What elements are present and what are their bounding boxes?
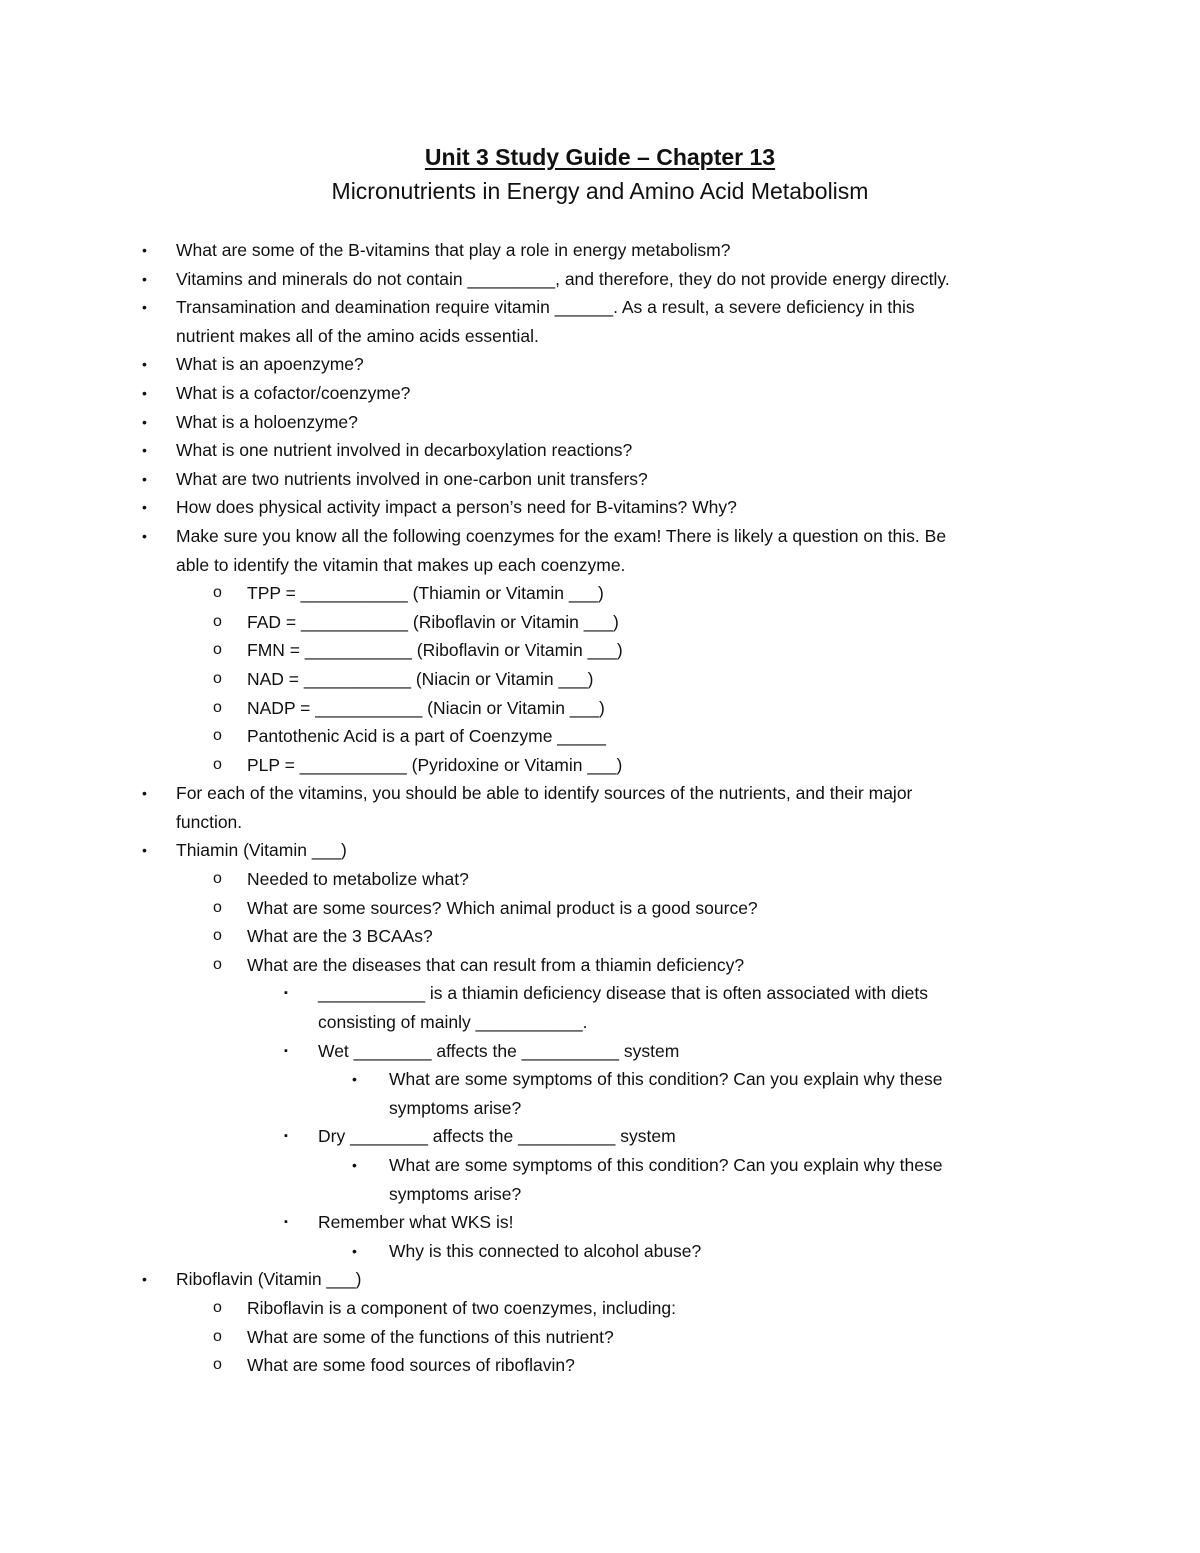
bullet-marker: • xyxy=(142,527,147,544)
bullet-marker: • xyxy=(142,442,147,459)
item-text-line: What are some of the B-vitamins that play a role in energy metabolism? xyxy=(176,240,731,260)
sub-item xyxy=(0,894,1200,923)
square-marker: ▪ xyxy=(284,987,288,1000)
sub-sub-item xyxy=(0,1037,1200,1066)
bullet-marker: • xyxy=(142,270,147,287)
bullet-marker: • xyxy=(142,242,147,258)
bullet-marker: • xyxy=(142,785,147,802)
item-text-line: able to identify the vitamin that makes up each coenzyme. xyxy=(176,554,626,575)
bullet-item xyxy=(0,293,1200,350)
item-text-line: What are some of the functions of this nutrient? xyxy=(247,1326,614,1347)
item-text-line: What are some symptoms of this condition? Can you explain why these xyxy=(389,1069,943,1090)
circle-marker: o xyxy=(213,1327,222,1345)
sub-sub-item xyxy=(0,1208,1200,1237)
circle-marker: o xyxy=(213,584,222,602)
item-text-line: What is one nutrient involved in decarboxylation reactions? xyxy=(176,440,633,461)
bullet-item xyxy=(0,236,1200,265)
item-text-line: Transamination and deamination require vitamin ______. As a result, a severe deficiency in this xyxy=(176,297,915,318)
bullet-marker: • xyxy=(142,470,147,487)
sub-item xyxy=(0,751,1200,780)
bullet-marker: • xyxy=(142,299,147,316)
square-marker: ▪ xyxy=(284,1216,288,1229)
circle-marker: o xyxy=(213,727,222,745)
item-text-line: What are the diseases that can result from a thiamin deficiency? xyxy=(247,954,745,975)
bullet-marker: • xyxy=(352,1157,357,1173)
circle-marker: o xyxy=(213,1356,222,1374)
item-text-line: Why is this connected to alcohol abuse? xyxy=(389,1240,702,1261)
item-text-line: PLP = ___________ (Pyridoxine or Vitamin ___) xyxy=(247,754,623,775)
sub-sub-item xyxy=(0,1122,1200,1151)
circle-marker: o xyxy=(213,612,222,630)
item-text-line: What are some sources? Which animal product is a good source? xyxy=(247,897,758,918)
bullet-marker: • xyxy=(142,842,147,859)
sub-item xyxy=(0,694,1200,723)
item-text-line: TPP = ___________ (Thiamin or Vitamin ___) xyxy=(247,583,604,604)
sub-sub-item xyxy=(0,979,1200,1036)
item-text-line: What are some food sources of riboflavin? xyxy=(247,1355,575,1376)
bullet-item xyxy=(0,265,1200,294)
circle-marker: o xyxy=(213,870,222,888)
item-text-line: NADP = ___________ (Niacin or Vitamin ___) xyxy=(247,697,605,718)
item-text-line: Vitamins and minerals do not contain _________, and therefore, they do not provide energy directly. xyxy=(176,268,950,289)
document-title: Unit 3 Study Guide – Chapter 13 xyxy=(424,144,776,170)
bullet-marker: • xyxy=(352,1242,357,1259)
circle-marker: o xyxy=(213,641,222,659)
item-text-line: Pantothenic Acid is a part of Coenzyme _____ xyxy=(247,726,606,747)
circle-marker: o xyxy=(213,698,222,716)
circle-marker: o xyxy=(213,898,222,916)
bullet-item xyxy=(0,493,1200,522)
item-text-line: Needed to metabolize what? xyxy=(247,869,469,890)
item-text-line: FAD = ___________ (Riboflavin or Vitamin ___) xyxy=(247,611,619,632)
item-text-line: function. xyxy=(176,811,243,832)
item-text-line: What are two nutrients involved in one-carbon unit transfers? xyxy=(176,468,648,489)
sub-item xyxy=(0,665,1200,694)
bullet-marker: • xyxy=(142,356,147,373)
detail-item xyxy=(0,1065,1200,1122)
bullet-item xyxy=(0,522,1200,579)
item-text-line: What are some symptoms of this condition? Can you explain why these xyxy=(389,1155,943,1175)
bullet-item xyxy=(0,436,1200,465)
document-subtitle: Micronutrients in Energy and Amino Acid Metabolism xyxy=(331,178,869,204)
detail-item xyxy=(0,1237,1200,1266)
item-text-line: Dry ________ affects the __________ system xyxy=(318,1126,676,1147)
sub-item xyxy=(0,865,1200,894)
bullet-marker: • xyxy=(142,384,147,401)
bullet-marker: • xyxy=(142,1271,147,1288)
circle-marker: o xyxy=(213,927,222,945)
sub-item xyxy=(0,722,1200,751)
bullet-item xyxy=(0,379,1200,408)
circle-marker: o xyxy=(213,1298,222,1316)
sub-item xyxy=(0,1323,1200,1352)
item-text-line: symptoms arise? xyxy=(389,1183,522,1204)
sub-item xyxy=(0,1351,1200,1380)
item-text-line: Riboflavin (Vitamin ___) xyxy=(176,1269,362,1290)
item-text-line: Make sure you know all the following coenzymes for the exam! There is likely a question on this. Be xyxy=(176,525,947,546)
square-marker: ▪ xyxy=(284,1044,288,1057)
circle-marker: o xyxy=(213,669,222,687)
bullet-marker: • xyxy=(142,413,147,430)
square-marker: ▪ xyxy=(284,1130,288,1143)
item-text-line: What is a cofactor/coenzyme? xyxy=(176,382,411,403)
sub-item xyxy=(0,951,1200,980)
item-text-line: symptoms arise? xyxy=(389,1097,522,1118)
item-text-line: What are the 3 BCAAs? xyxy=(247,926,433,947)
item-text-line: What is an apoenzyme? xyxy=(176,354,364,375)
item-text-line: Wet ________ affects the __________ system xyxy=(318,1040,680,1061)
item-text-line: For each of the vitamins, you should be able to identify sources of the nutrients, and their major xyxy=(176,783,913,804)
bullet-item xyxy=(0,350,1200,379)
circle-marker: o xyxy=(213,755,222,773)
detail-item xyxy=(0,1151,1200,1208)
bullet-item xyxy=(0,836,1200,865)
bullet-item xyxy=(0,1265,1200,1294)
item-text-line: Remember what WKS is! xyxy=(318,1212,514,1233)
sub-item xyxy=(0,922,1200,951)
sub-item xyxy=(0,579,1200,608)
item-text-line: nutrient makes all of the amino acids essential. xyxy=(176,325,539,346)
bullet-item xyxy=(0,408,1200,437)
item-text-line: ___________ is a thiamin deficiency disease that is often associated with diets xyxy=(318,983,928,1004)
item-text-line: Riboflavin is a component of two coenzymes, including: xyxy=(247,1297,676,1318)
sub-item xyxy=(0,608,1200,637)
study-guide-list xyxy=(0,236,1200,1380)
item-text-line: How does physical activity impact a person’s need for B-vitamins? Why? xyxy=(176,497,737,518)
sub-item xyxy=(0,1294,1200,1323)
bullet-item xyxy=(0,779,1200,836)
item-text-line: NAD = ___________ (Niacin or Vitamin ___) xyxy=(247,668,594,689)
item-text-line: consisting of mainly ___________. xyxy=(318,1012,588,1033)
item-text-line: FMN = ___________ (Riboflavin or Vitamin ___) xyxy=(247,640,623,661)
sub-item xyxy=(0,636,1200,665)
circle-marker: o xyxy=(213,955,222,973)
bullet-item xyxy=(0,465,1200,494)
item-text-line: Thiamin (Vitamin ___) xyxy=(176,840,347,861)
item-text-line: What is a holoenzyme? xyxy=(176,411,358,432)
bullet-marker: • xyxy=(142,499,147,516)
bullet-marker: • xyxy=(352,1071,357,1088)
